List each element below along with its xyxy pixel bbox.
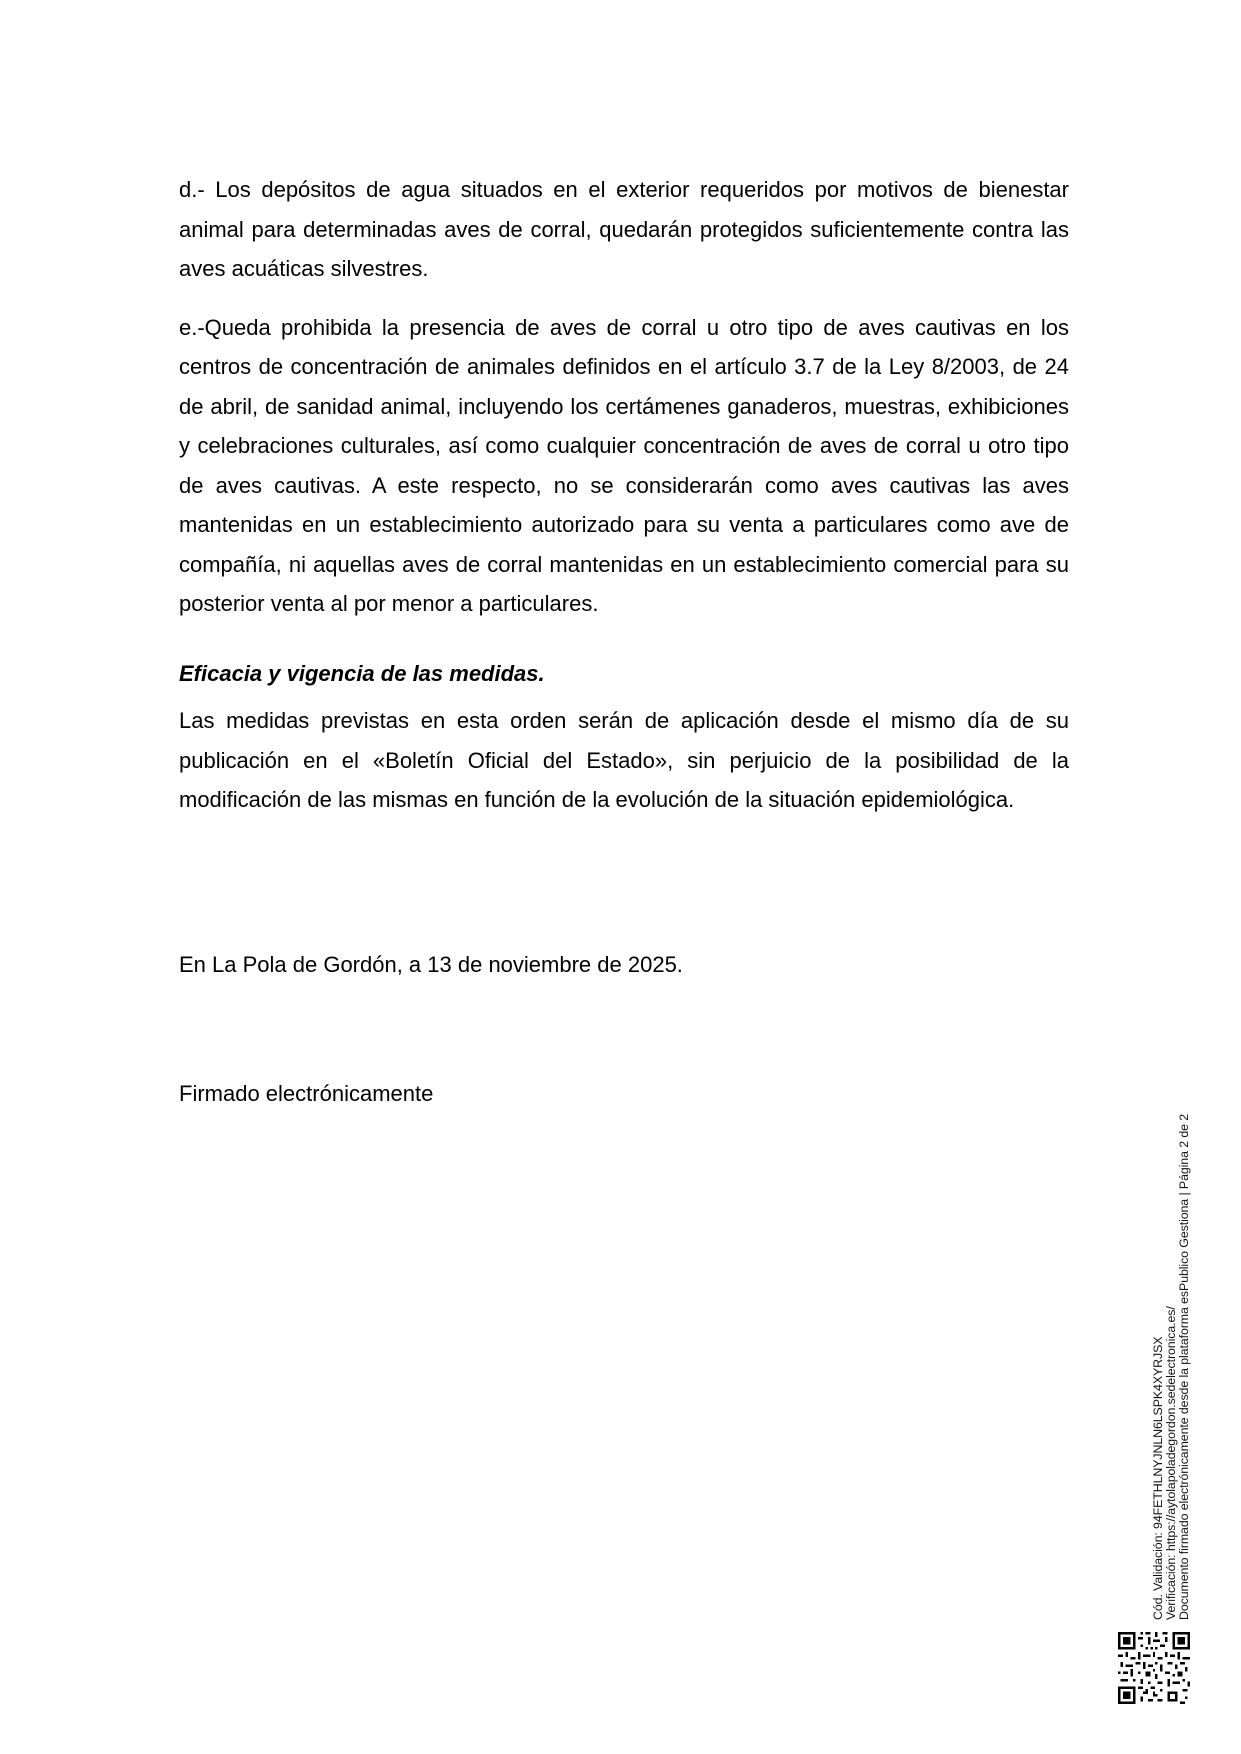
place-date: En La Pola de Gordón, a 13 de noviembre de 2025. bbox=[179, 952, 683, 977]
document-body bbox=[179, 170, 1069, 820]
validation-code: Cód. Validación: 94FETHLNYJNLN6LSPK4XYRJSX bbox=[1151, 1336, 1165, 1620]
verification-url[interactable]: Verificación: https://aytolapoladegordon.sedelectronica.es/ bbox=[1164, 1306, 1178, 1620]
paragraph-e: e.-Queda prohibida la presencia de aves de corral u otro tipo de aves cautivas en los centros de concentración de animales definidos en el artículo 3.7 de la Ley 8/2003, de 24 de abril, de sanidad animal, incluyendo los certámenes ganaderos, muestras, exhibiciones y celebraciones culturales, así como cualquier concentración de aves de corral u otro tipo de aves cautivas. A este respecto, no se considerarán como aves cautivas las aves mantenidas en un establecimiento autorizado para su venta a particulares como ave de compañía, ni aquellas aves de corral mantenidas en un establecimiento comercial para su posterior venta al por menor a particulares. bbox=[179, 314, 1069, 616]
signed-platform-note: Documento firmado electrónicamente desde la plataforma esPublico Gestiona | Página 2 de 2 bbox=[1177, 1113, 1191, 1620]
paragraph-efficacy: Las medidas previstas en esta orden serán de aplicación desde el mismo día de su publicación en el «Boletín Oficial del Estado», sin perjuicio de la posibilidad de la modificación de las mismas en función de la evolución de la situación epidemiológica. bbox=[179, 708, 1069, 812]
verification-sidebar bbox=[1152, 1114, 1191, 1620]
qr-code-icon bbox=[1118, 1632, 1190, 1704]
signature-note: Firmado electrónicamente bbox=[179, 1081, 434, 1106]
paragraph-d: d.- Los depósitos de agua situados en el exterior requeridos por motivos de bienestar animal para determinadas aves de corral, quedarán protegidos suficientemente contra las aves acuáticas silvestres. bbox=[179, 177, 1069, 281]
section-heading: Eficacia y vigencia de las medidas. bbox=[179, 660, 545, 686]
